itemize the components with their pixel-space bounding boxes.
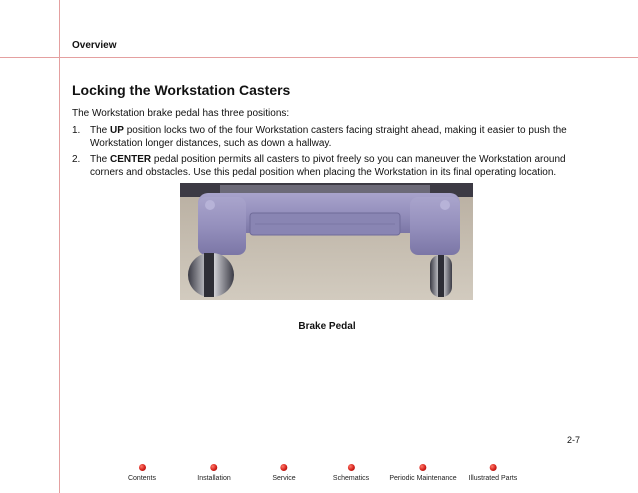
nav-schematics[interactable]: Schematics [333, 464, 369, 482]
figure-caption: Brake Pedal [298, 321, 356, 332]
position-name: CENTER [110, 154, 152, 165]
footer-nav [0, 464, 638, 486]
page-title: Locking the Workstation Casters [72, 82, 291, 98]
bullet-icon [348, 464, 355, 471]
nav-periodic-maintenance[interactable]: Periodic Maintenance [389, 464, 456, 482]
bullet-icon [211, 464, 218, 471]
list-item: 2. The CENTER pedal position permits all casters to pivot freely so you can maneuver the Workstation around corners and obstacles. Use this pedal position when placing the Workstation in its final operating location. [72, 154, 566, 178]
list-number: 2. [72, 154, 81, 165]
bullet-icon [281, 464, 288, 471]
intro-text: The Workstation brake pedal has three positions: [72, 108, 290, 119]
bullet-icon [489, 464, 496, 471]
bullet-icon [419, 464, 426, 471]
section-label: Overview [72, 40, 117, 51]
page-number: 2-7 [567, 435, 581, 445]
brake-pedal-photo [180, 183, 473, 300]
nav-service[interactable]: Service [272, 464, 295, 482]
nav-contents[interactable]: Contents [128, 464, 156, 482]
margin-rule-vertical [59, 0, 60, 493]
list-item: 1. The UP position locks two of the four Workstation casters facing straight ahead, making it easier to push the Workstation longer distances, such as down a hallway. [72, 125, 567, 149]
header-rule [0, 57, 638, 58]
nav-illustrated-parts[interactable]: Illustrated Parts [469, 464, 518, 482]
position-name: UP [110, 125, 124, 136]
list-number: 1. [72, 125, 81, 136]
nav-installation[interactable]: Installation [197, 464, 230, 482]
positions-list [72, 124, 572, 182]
bullet-icon [139, 464, 146, 471]
